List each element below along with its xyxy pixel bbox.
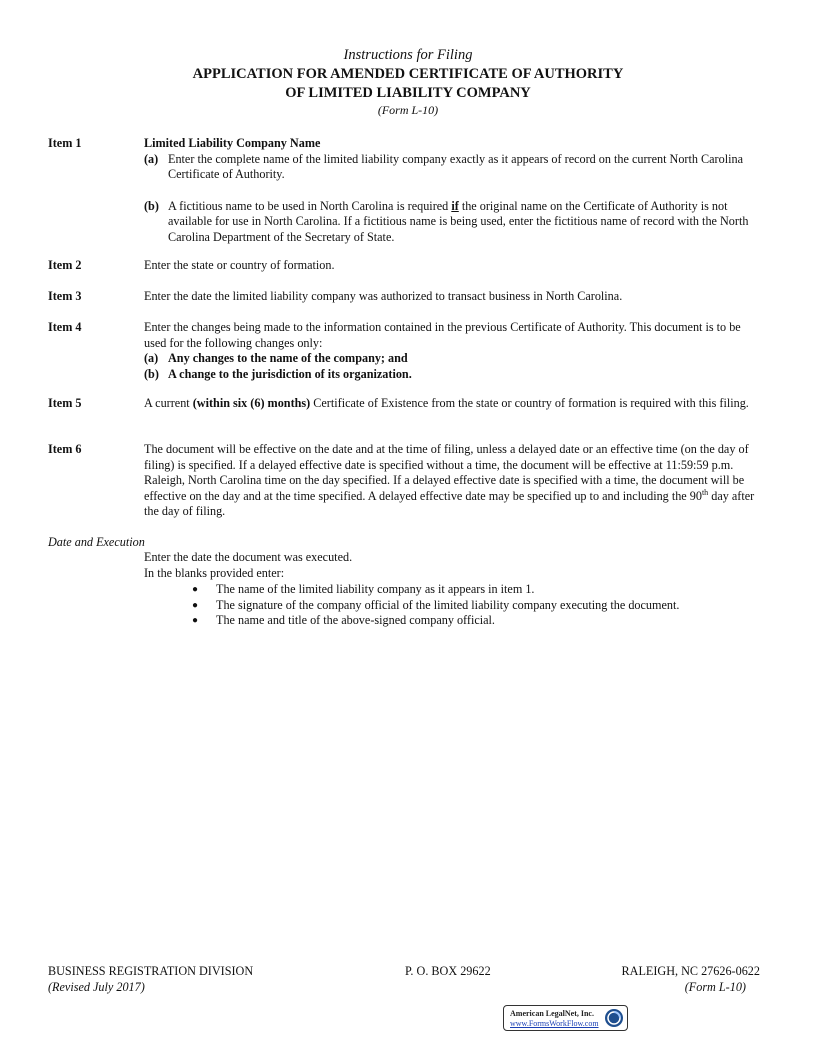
item-1-sub-b xyxy=(144,199,766,246)
bullet-icon: ● xyxy=(192,615,199,626)
item-1-a-text: Enter the complete name of the limited liability company exactly as it appears of record on the current North Carolina Certificate of Authority. xyxy=(168,151,743,181)
item-1-b-marker: (b) xyxy=(144,198,159,213)
footer-form-number: (Form L-10) xyxy=(684,979,746,994)
item-4-a-marker: (a) xyxy=(144,351,159,365)
item-5-text-bold: (within six (6) months) xyxy=(192,396,311,410)
bullet-text: The name of the limited liability company as it appears in item 1. xyxy=(216,582,535,596)
item-5-label: Item 5 xyxy=(48,396,82,410)
form-number: (Form L-10) xyxy=(377,103,439,117)
item-2-label: Item 2 xyxy=(48,258,82,272)
item-1-heading: Limited Liability Company Name xyxy=(144,136,321,150)
item-3-label: Item 3 xyxy=(48,289,82,303)
execution-line-2: In the blanks provided enter: xyxy=(144,565,285,580)
globe-logo-icon xyxy=(604,1008,624,1028)
item-4-label: Item 4 xyxy=(48,320,82,334)
execution-heading: Date and Execution xyxy=(48,535,145,549)
badge-company: American LegalNet, Inc. xyxy=(510,1009,594,1018)
list-item xyxy=(144,582,766,598)
footer-pobox: P. O. BOX 29622 xyxy=(405,964,491,978)
item-4-sub-a xyxy=(144,351,766,367)
item-1-b-text-1: A fictitious name to be used in North Carolina is required xyxy=(168,198,452,213)
item-4-b-text: A change to the jurisdiction of its organization. xyxy=(168,366,412,381)
list-item xyxy=(144,598,766,614)
item-1-label: Item 1 xyxy=(48,136,82,150)
item-1-body xyxy=(144,136,766,245)
item-5-body xyxy=(144,396,766,412)
item-1-sub-a xyxy=(144,152,766,183)
bullet-text: The name and title of the above-signed company official. xyxy=(216,613,495,627)
item-1-b-if: if xyxy=(451,198,459,213)
item-4-text: Enter the changes being made to the information contained in the previous Certificate of Authority. This document is to be used for the following changes only: xyxy=(144,320,741,350)
item-5-text-1: A current xyxy=(144,396,193,410)
item-6-text-2: day after the day of filing. xyxy=(144,488,755,518)
legalnet-badge[interactable] xyxy=(503,1005,628,1031)
item-5-text-2: Certificate of Existence from the state or country of formation is required with this filing. xyxy=(310,396,749,410)
item-6-label: Item 6 xyxy=(48,442,82,456)
footer-left xyxy=(48,964,253,995)
item-4-a-text: Any changes to the name of the company; and xyxy=(168,351,408,365)
item-3-text: Enter the date the limited liability company was authorized to transact business in North Carolina. xyxy=(144,289,623,303)
footer-city: RALEIGH, NC 27626-0622 xyxy=(621,964,760,978)
page-title-line-2: OF LIMITED LIABILITY COMPANY xyxy=(285,85,531,101)
execution-body xyxy=(144,550,766,629)
item-2-text: Enter the state or country of formation. xyxy=(144,258,335,272)
bullet-icon: ● xyxy=(192,599,199,611)
item-4-b-marker: (b) xyxy=(144,366,159,381)
bullet-icon: ● xyxy=(192,584,199,595)
footer-revised: (Revised July 2017) xyxy=(48,979,145,994)
item-1-b-text-2: the original name on the Certificate of Authority is not available for use in North Carolina. If a fictitious name is being used, enter the fictitious name of record with the North Carolina Department of the Secretary of State. xyxy=(168,198,749,244)
footer-division: BUSINESS REGISTRATION DIVISION xyxy=(48,964,254,978)
item-1-a-marker: (a) xyxy=(144,151,159,166)
item-6-body xyxy=(144,442,766,520)
item-4-sub-b xyxy=(144,367,766,383)
bullet-text: The signature of the company official of the limited liability company executing the document. xyxy=(216,597,680,612)
badge-url[interactable]: www.FormsWorkFlow.com xyxy=(510,1019,599,1028)
page-title-line-1: APPLICATION FOR AMENDED CERTIFICATE OF AUTHORITY xyxy=(192,66,624,82)
execution-line-1: Enter the date the document was executed. xyxy=(144,550,353,564)
list-item xyxy=(144,613,766,629)
item-6-superscript: th xyxy=(701,487,709,497)
instructions-heading: Instructions for Filing xyxy=(343,47,473,63)
execution-bullet-list xyxy=(144,582,766,629)
footer-right xyxy=(620,964,760,995)
item-6-text-1: The document will be effective on the date and at the time of filing, unless a delayed date or an effective time (on the day of filing) is specified. If a delayed effective date is specified without a time, the document will be effective at 11:59:59 p.m. Raleigh, North Carolina time on the day specified. If a delayed effective date is specified with a time, the document will be effective on the day and at the time specified. A delayed effective date may be specified up to and including the 90 xyxy=(144,442,749,503)
item-4-body xyxy=(144,320,766,382)
